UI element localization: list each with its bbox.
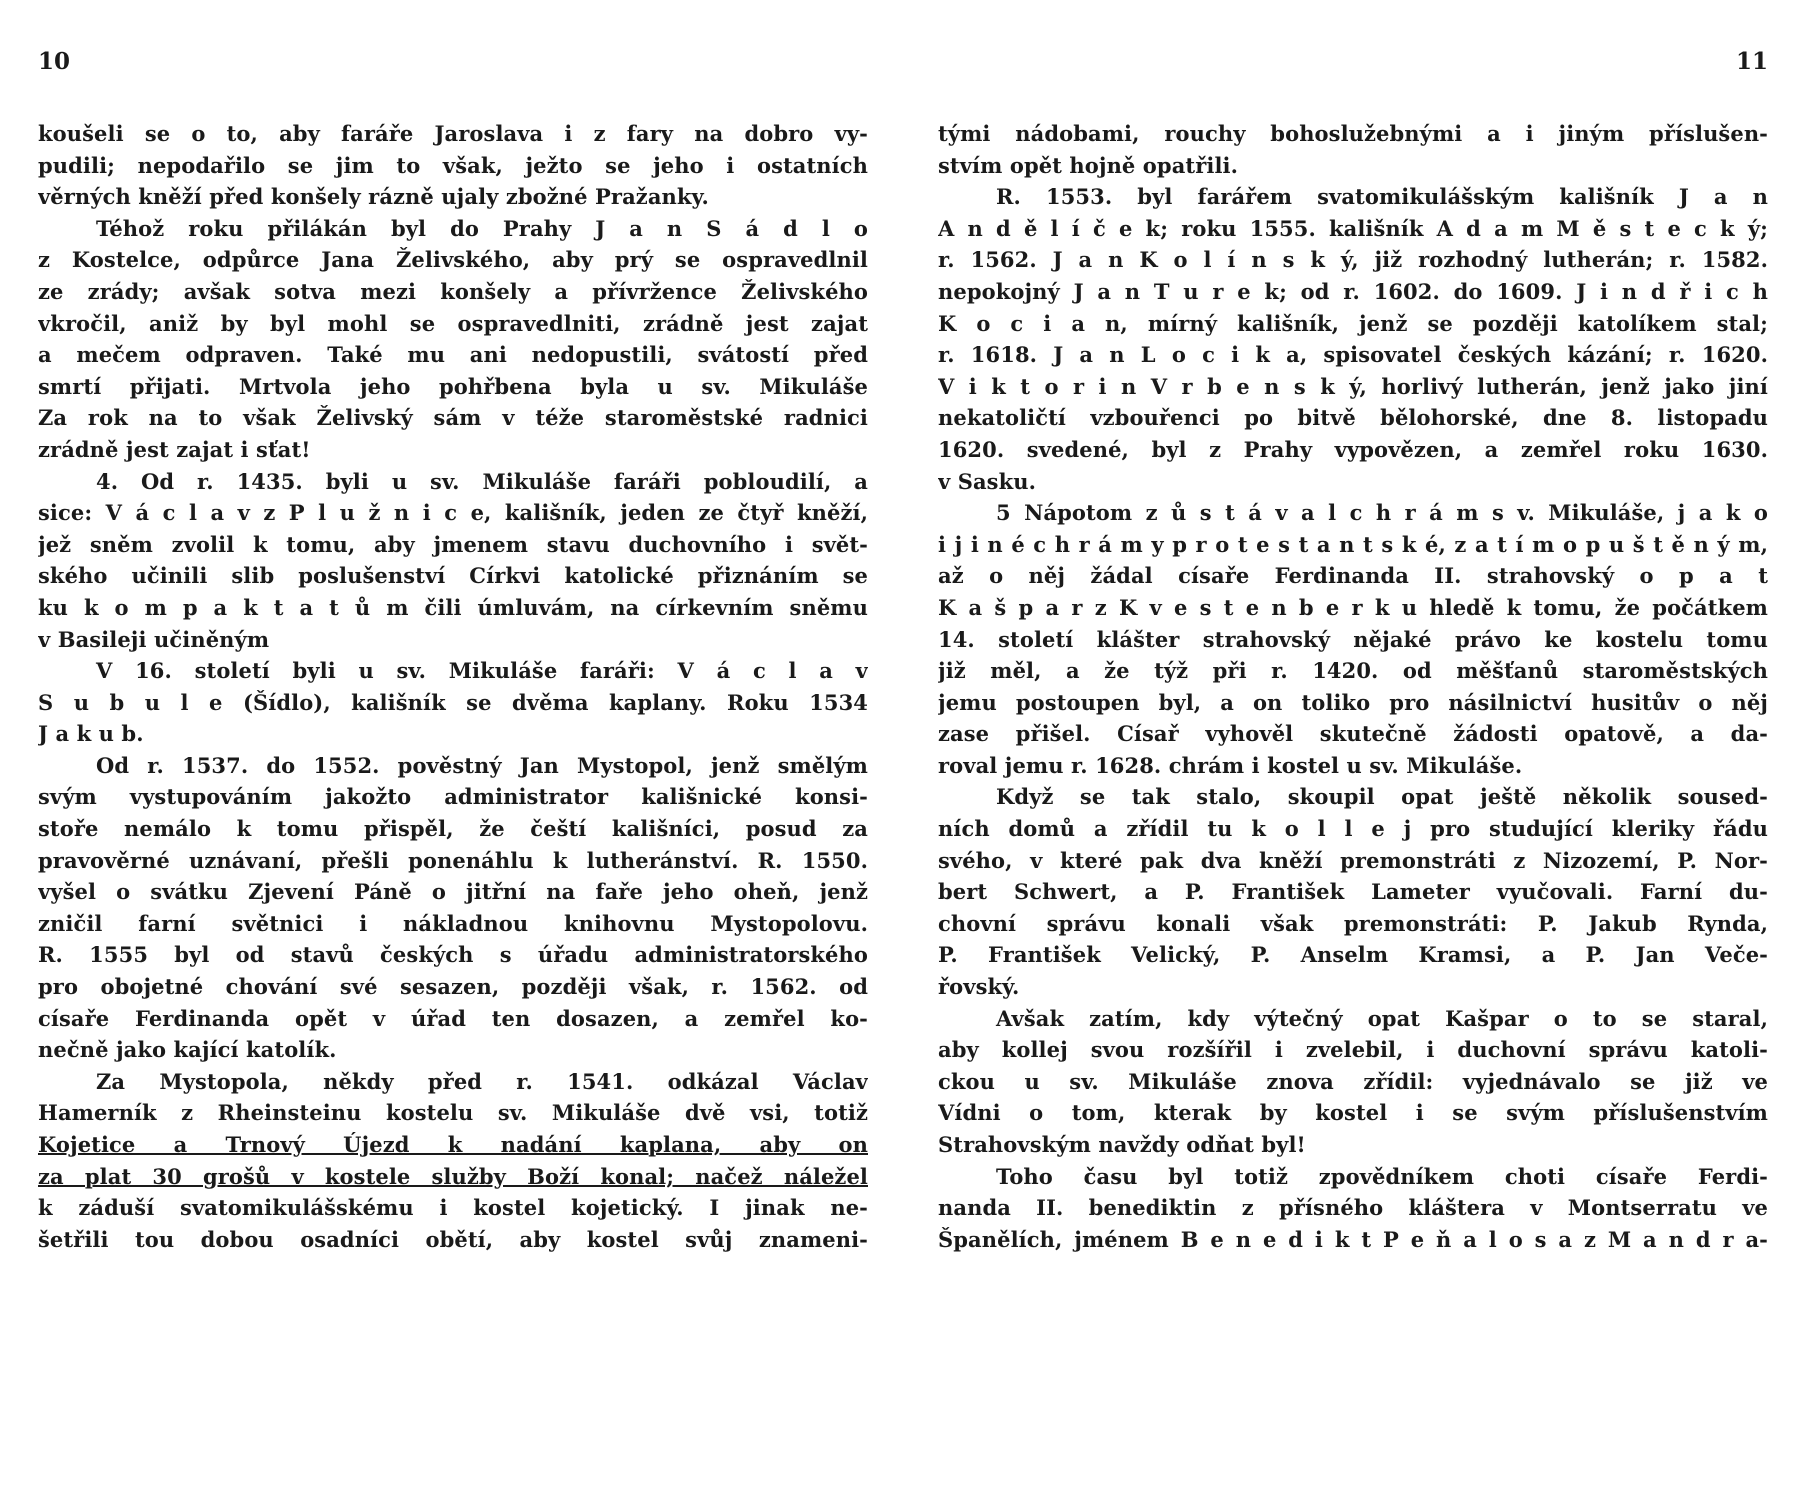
text-line: bert Schwert, a P. František Lameter vyučovali. Farní du-	[938, 879, 1768, 905]
text-line: nekatoličtí vzbouřenci po bitvě bělohorské, dne 8. listopadu	[938, 405, 1768, 431]
text-line: J a k u b.	[38, 721, 144, 747]
text-line: z Kostelce, odpůrce Jana Želivského, aby prý se ospravedlnil	[38, 247, 868, 273]
text-line: R. 1553. byl farářem svatomikulášským kališník J a n	[996, 184, 1768, 210]
text-line: Za rok na to však Želivský sám v téže staroměstské radnici	[38, 405, 868, 431]
text-line: svého, v které pak dva kněží premonstráti z Nizozemí, P. Nor-	[938, 847, 1768, 873]
text-line: zase přišel. Císař vyhověl skutečně žádosti opatově, a da-	[938, 721, 1768, 747]
text-line: Od r. 1537. do 1552. pověstný Jan Mystopol, jenž smělým	[96, 752, 868, 778]
text-line: Španělích, jménem B e n e d i k t P e ň a l o s a z M a n d r a-	[938, 1226, 1768, 1252]
text-line: Téhož roku přilákán byl do Prahy J a n S á d l o	[96, 215, 868, 241]
text-line: za plat 30 grošů v kostele služby Boží konal; načež náležel	[38, 1163, 868, 1189]
text-line: V 16. století byli u sv. Mikuláše faráři: V á c l a v	[96, 658, 868, 684]
text-line: r. 1562. J a n K o l í n s k ý, již rozhodný lutherán; r. 1582.	[938, 247, 1768, 273]
text-line: ského učinili slib poslušenství Církvi katolické přiznáním se	[38, 563, 868, 589]
text-line: Avšak zatím, kdy výtečný opat Kašpar o to se staral,	[996, 1005, 1768, 1031]
text-line: nečně jako kající katolík.	[38, 1037, 337, 1063]
text-line: až o něj žádal císaře Ferdinanda II. strahovský o p a t	[938, 563, 1768, 589]
text-line: 1620. svedené, byl z Prahy vypovězen, a zemřel roku 1630.	[938, 436, 1768, 462]
text-line: stoře nemálo k tomu přispěl, že čeští kališníci, posud za	[38, 816, 868, 842]
text-line: S u b u l e (Šídlo), kališník se dvěma kaplany. Roku 1534	[38, 689, 868, 715]
text-line: Kojetice a Trnový Újezd k nadání kaplana, aby on	[38, 1132, 868, 1157]
text-line: stvím opět hojně opatřili.	[938, 152, 1239, 178]
text-line: Strahovským navždy odňat byl!	[938, 1132, 1306, 1157]
text-line: a mečem odpraven. Také mu ani nedopustili, svátostí před	[38, 342, 868, 368]
text-line: k záduší svatomikulášskému i kostel kojetický. I jinak ne-	[38, 1195, 868, 1221]
text-line: koušeli se o to, aby faráře Jaroslava i z fary na dobro vy-	[38, 121, 868, 146]
text-line: vyšel o svátku Zjevení Páně o jitřní na faře jeho oheň, jenž	[38, 879, 868, 905]
text-line: ckou u sv. Mikuláše znova zřídil: vyjednávalo se již ve	[938, 1068, 1768, 1094]
text-line: řovský.	[938, 974, 1020, 1000]
text-line: Toho času byl totiž zpovědníkem choti císaře Ferdi-	[996, 1163, 1768, 1189]
text-line: tými nádobami, rouchy bohoslužebnými a i jiným příslušen-	[938, 121, 1768, 146]
text-line: V i k t o r i n V r b e n s k ý, horlivý lutherán, jenž jako jiní	[938, 373, 1768, 399]
text-line: nanda II. benediktin z přísného kláštera v Montserratu ve	[938, 1195, 1768, 1221]
text-line: již měl, a že týž při r. 1420. od měšťanů staroměstských	[938, 658, 1768, 684]
left-page-text	[38, 118, 868, 1255]
text-line: šetřili tou dobou osadníci obětí, aby kostel svůj znameni-	[38, 1226, 868, 1252]
text-line: zničil farní světnici i nákladnou knihovnu Mystopolovu.	[38, 910, 868, 936]
text-line: pro obojetné chování své sesazen, později však, r. 1562. od	[38, 974, 868, 1000]
text-line: 4. Od r. 1435. byli u sv. Mikuláše faráři pobloudilí, a	[96, 468, 868, 494]
text-line: K a š p a r z K v e s t e n b e r k u hledě k tomu, že počátkem	[938, 594, 1768, 620]
text-line: aby kollej svou rozšířil i zvelebil, i duchovní správu katoli-	[938, 1037, 1768, 1063]
right-page	[938, 0, 1768, 1500]
text-line: pravověrné uznávaní, přešli ponenáhlu k lutheránství. R. 1550.	[38, 847, 868, 873]
text-line: K o c i a n, mírný kališník, jenž se později katolíkem stal;	[938, 310, 1768, 336]
text-line: zrádně jest zajat i sťat!	[38, 436, 311, 462]
text-line: 5 Nápotom z ů s t á v a l c h r á m s v. Mikuláše, j a k o	[996, 500, 1768, 526]
text-line: Hamerník z Rheinsteinu kostelu sv. Mikuláše dvě vsi, totiž	[38, 1100, 868, 1126]
page-number-left: 10	[38, 48, 71, 75]
right-page-text	[938, 118, 1768, 1255]
text-line: roval jemu r. 1628. chrám i kostel u sv. Mikuláše.	[938, 752, 1523, 778]
text-line: 14. století klášter strahovský nějaké právo ke kostelu tomu	[938, 626, 1768, 652]
text-line: P. František Velický, P. Anselm Kramsi, a P. Jan Veče-	[938, 942, 1768, 968]
text-line: Vídni o tom, kterak by kostel i se svým příslušenstvím	[938, 1100, 1768, 1126]
page-number-right: 11	[1735, 48, 1768, 75]
left-page	[38, 0, 868, 1500]
text-line: R. 1555 byl od stavů českých s úřadu administratorského	[38, 942, 868, 968]
text-line: císaře Ferdinanda opět v úřad ten dosazen, a zemřel ko-	[38, 1005, 868, 1031]
text-line: Když se tak stalo, skoupil opat ještě několik soused-	[996, 784, 1768, 810]
text-line: A n d ě l í č e k; roku 1555. kališník A d a m M ě s t e c k ý;	[938, 215, 1768, 241]
text-line: v Sasku.	[938, 468, 1037, 494]
text-line: r. 1618. J a n L o c i k a, spisovatel českých kázání; r. 1620.	[938, 342, 1768, 368]
text-line: jemu postoupen byl, a on toliko pro násilnictví husitův o něj	[938, 689, 1768, 715]
text-line: svým vystupováním jakožto administrator kališnické konsi-	[38, 784, 868, 810]
text-line: chovní správu konali však premonstráti: P. Jakub Rynda,	[938, 910, 1768, 936]
text-line: i j i n é c h r á m y p r o t e s t a n t s k é, z a t í m o p u š t ě n ý m,	[938, 531, 1768, 557]
text-line: ních domů a zřídil tu k o l l e j pro studující kleriky řádu	[938, 816, 1768, 842]
text-line: sice: V á c l a v z P l u ž n i c e, kališník, jeden ze čtyř kněží,	[38, 500, 868, 526]
text-line: v Basileji učiněným	[38, 626, 270, 652]
text-line: ze zrády; avšak sotva mezi konšely a přívržence Želivského	[38, 278, 868, 304]
text-line: nepokojný J a n T u r e k; od r. 1602. do 1609. J i n d ř i c h	[938, 278, 1768, 304]
text-line: věrných kněží před konšely rázně ujaly zbožné Pražanky.	[38, 184, 709, 210]
text-line: Za Mystopola, někdy před r. 1541. odkázal Václav	[96, 1068, 868, 1094]
text-line: smrtí přijati. Mrtvola jeho pohřbena byla u sv. Mikuláše	[38, 373, 868, 399]
text-line: vkročil, aniž by byl mohl se ospravedlniti, zrádně jest zajat	[38, 310, 868, 336]
text-line: jež sněm zvolil k tomu, aby jmenem stavu duchovního i svět-	[38, 531, 868, 557]
text-line: pudili; nepodařilo se jim to však, ježto se jeho i ostatních	[38, 152, 868, 178]
text-line: ku k o m p a k t a t ů m čili úmluvám, na církevním sněmu	[38, 594, 868, 620]
